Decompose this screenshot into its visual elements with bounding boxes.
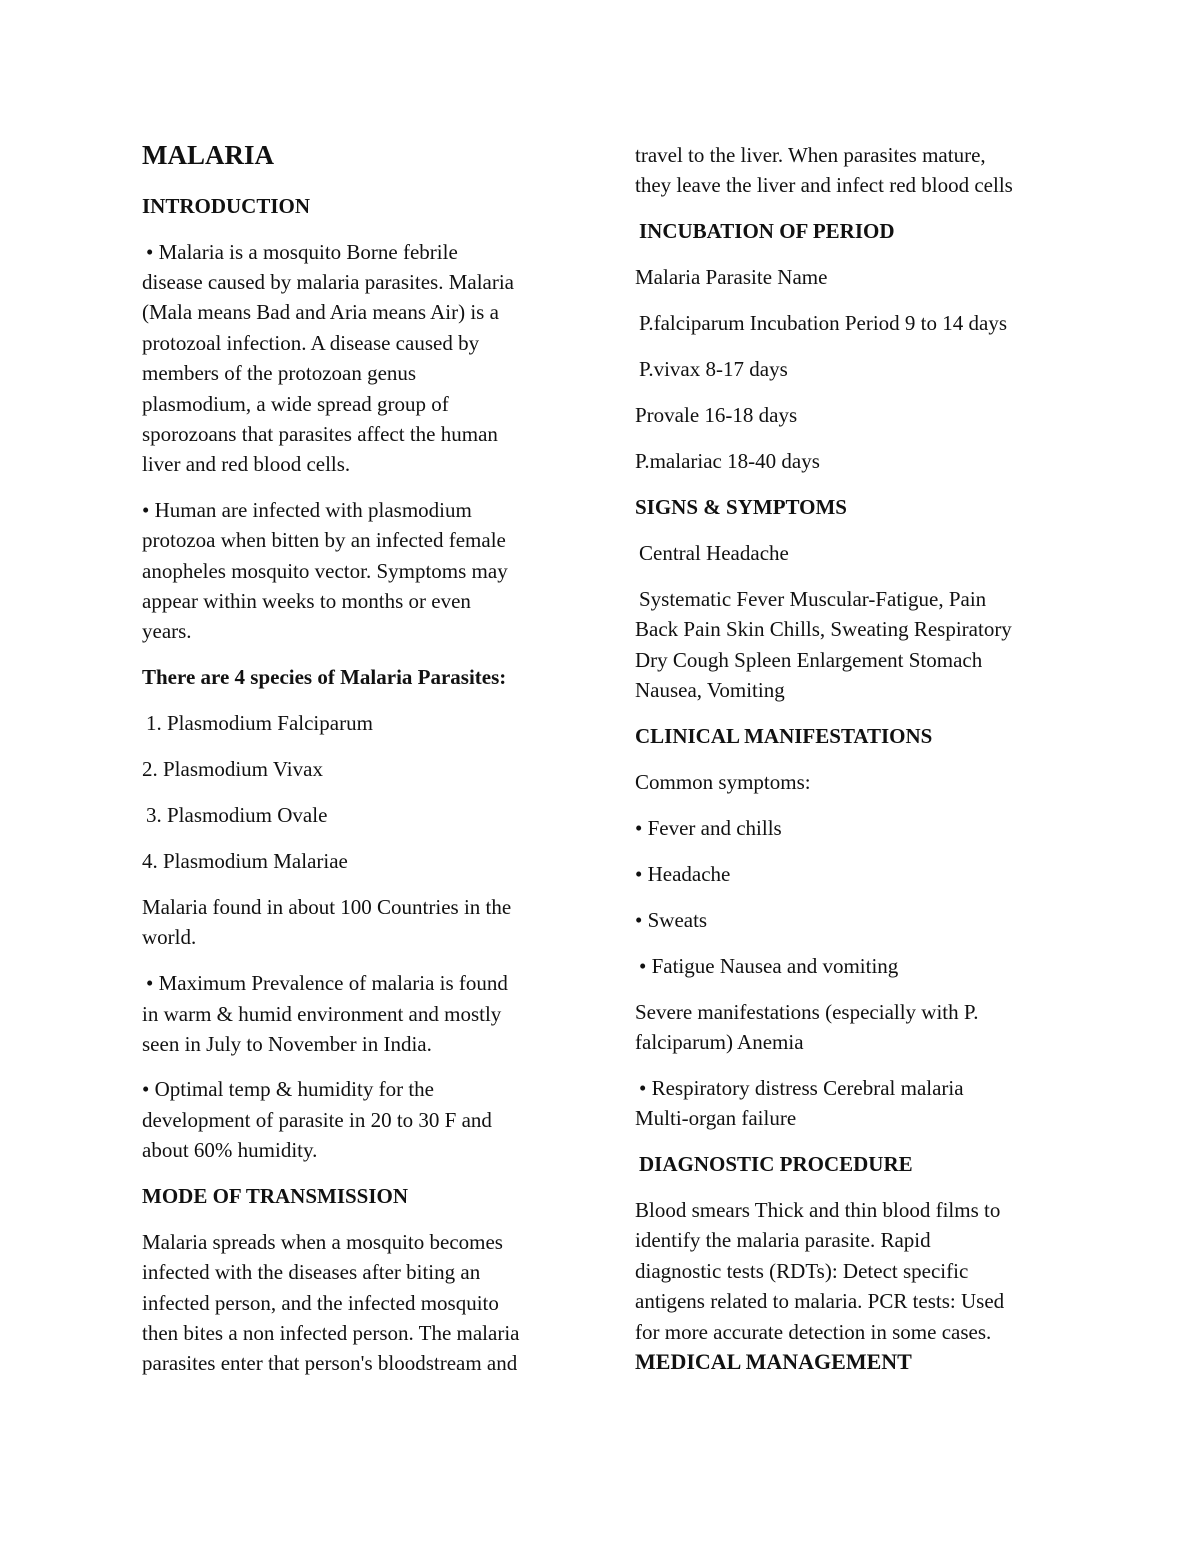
text-line: • Human are infected with plasmodium bbox=[142, 498, 472, 522]
text-line: seen in July to November in India. bbox=[142, 1032, 432, 1056]
text-line: infected with the diseases after biting an bbox=[142, 1260, 481, 1284]
text-line: liver and red blood cells. bbox=[142, 452, 351, 476]
common-item: • Fatigue Nausea and vomiting bbox=[639, 954, 899, 978]
species-item: 2. Plasmodium Vivax bbox=[142, 757, 323, 781]
heading-incubation: INCUBATION OF PERIOD bbox=[639, 219, 895, 243]
text-line: they leave the liver and infect red blood cells bbox=[635, 173, 1013, 197]
text-line: Malaria spreads when a mosquito becomes bbox=[142, 1230, 503, 1254]
text-line: antigens related to malaria. PCR tests: Used bbox=[635, 1289, 1005, 1313]
text-line: • Optimal temp & humidity for the bbox=[142, 1077, 434, 1101]
text-line: Systematic Fever Muscular-Fatigue, Pain bbox=[639, 587, 987, 611]
incubation-item: P.malariac 18-40 days bbox=[635, 449, 820, 473]
heading-species: There are 4 species of Malaria Parasites: bbox=[142, 665, 507, 689]
text-line: • Maximum Prevalence of malaria is found bbox=[146, 971, 508, 995]
text-line: (Mala means Bad and Aria means Air) is a bbox=[142, 300, 499, 324]
incubation-label: Malaria Parasite Name bbox=[635, 265, 828, 289]
text-line: members of the protozoan genus bbox=[142, 361, 417, 385]
text-line: Dry Cough Spleen Enlargement Stomach bbox=[635, 648, 983, 672]
text-line: travel to the liver. When parasites mature, bbox=[635, 143, 986, 167]
common-item: • Headache bbox=[635, 862, 731, 886]
text-line: Blood smears Thick and thin blood films to bbox=[635, 1198, 1001, 1222]
text-line: sporozoans that parasites affect the human bbox=[142, 422, 498, 446]
heading-diagnostic: DIAGNOSTIC PROCEDURE bbox=[639, 1152, 913, 1176]
text-line: appear within weeks to months or even bbox=[142, 589, 471, 613]
signs-central: Central Headache bbox=[639, 541, 789, 565]
text-line: protozoal infection. A disease caused by bbox=[142, 331, 480, 355]
text-line: identify the malaria parasite. Rapid bbox=[635, 1228, 931, 1252]
text-line: for more accurate detection in some cases. bbox=[635, 1320, 992, 1344]
text-line: then bites a non infected person. The malaria bbox=[142, 1321, 520, 1345]
common-label: Common symptoms: bbox=[635, 770, 811, 794]
text-line: Severe manifestations (especially with P. bbox=[635, 1000, 979, 1024]
text-line: Nausea, Vomiting bbox=[635, 678, 785, 702]
text-line: Malaria found in about 100 Countries in the bbox=[142, 895, 512, 919]
common-item: • Fever and chills bbox=[635, 816, 782, 840]
text-line: parasites enter that person's bloodstream and bbox=[142, 1351, 518, 1375]
text-line: falciparum) Anemia bbox=[635, 1030, 804, 1054]
incubation-item: P.falciparum Incubation Period 9 to 14 days bbox=[639, 311, 1008, 335]
text-line: about 60% humidity. bbox=[142, 1138, 318, 1162]
heading-transmission: MODE OF TRANSMISSION bbox=[142, 1184, 409, 1208]
species-item: 4. Plasmodium Malariae bbox=[142, 849, 348, 873]
text-line: Back Pain Skin Chills, Sweating Respiratory bbox=[635, 617, 1012, 641]
text-line: • Respiratory distress Cerebral malaria bbox=[639, 1076, 964, 1100]
heading-clinical: CLINICAL MANIFESTATIONS bbox=[635, 724, 933, 748]
text-line: Multi-organ failure bbox=[635, 1106, 797, 1130]
text-line: protozoa when bitten by an infected female bbox=[142, 528, 506, 552]
document-title: MALARIA bbox=[142, 140, 274, 170]
common-item: • Sweats bbox=[635, 908, 708, 932]
incubation-item: Provale 16-18 days bbox=[635, 403, 798, 427]
species-item: 1. Plasmodium Falciparum bbox=[146, 711, 373, 735]
species-item: 3. Plasmodium Ovale bbox=[146, 803, 328, 827]
heading-introduction: INTRODUCTION bbox=[142, 194, 311, 218]
text-line: years. bbox=[142, 619, 192, 643]
text-line: plasmodium, a wide spread group of bbox=[142, 392, 449, 416]
text-line: in warm & humid environment and mostly bbox=[142, 1002, 502, 1026]
text-line: disease caused by malaria parasites. Malaria bbox=[142, 270, 515, 294]
text-line: infected person, and the infected mosquito bbox=[142, 1291, 499, 1315]
text-line: diagnostic tests (RDTs): Detect specific bbox=[635, 1259, 969, 1283]
heading-management: MEDICAL MANAGEMENT bbox=[635, 1349, 912, 1374]
text-line: anopheles mosquito vector. Symptoms may bbox=[142, 559, 508, 583]
incubation-item: P.vivax 8-17 days bbox=[639, 357, 788, 381]
text-line: • Malaria is a mosquito Borne febrile bbox=[146, 240, 458, 264]
text-line: world. bbox=[142, 925, 197, 949]
text-line: development of parasite in 20 to 30 F and bbox=[142, 1108, 492, 1132]
heading-signs: SIGNS & SYMPTOMS bbox=[635, 495, 847, 519]
